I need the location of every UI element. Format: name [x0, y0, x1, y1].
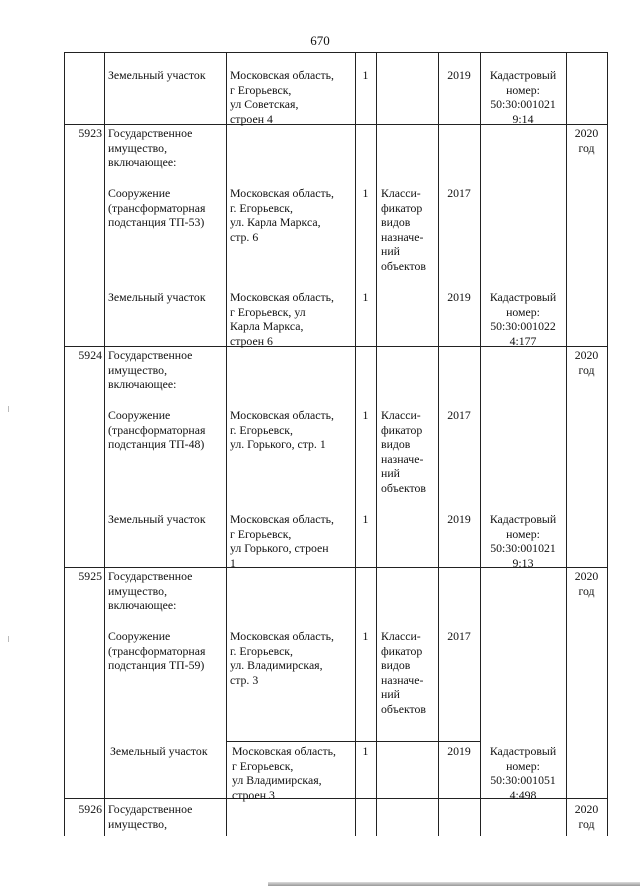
object-name: Земельный участок — [110, 744, 208, 758]
object-quantity: 1 — [362, 512, 369, 526]
table-right-border — [607, 52, 608, 836]
object-address: Московская область, г Егорьевск, ул Владимирская, строен 3 — [232, 744, 337, 802]
object-year: 2017 — [447, 186, 471, 200]
object-quantity: 1 — [362, 408, 369, 422]
object-year: 2017 — [447, 408, 471, 422]
group-title: Государственное имущество, включающее: — [108, 126, 193, 170]
year-note: 2020 год — [574, 348, 599, 377]
object-address: Московская область, г. Егорьевск, ул. Горького, стр. 1 — [230, 408, 335, 452]
column-divider — [376, 52, 377, 836]
object-name: Сооружение (трансформаторная подстанция ТП-59) — [108, 629, 206, 673]
object-name: Земельный участок — [108, 512, 206, 526]
cadastral-number: Кадастровый номер: 50:30:001021 9:13 — [489, 512, 557, 570]
object-quantity: 1 — [362, 744, 369, 758]
column-divider — [438, 52, 439, 836]
row-number: 5925 — [78, 569, 102, 583]
classifier: Класси- фикатор видов назначе- ний объектов — [381, 186, 426, 273]
property-table — [64, 52, 608, 836]
scan-speck — [8, 636, 9, 642]
group-title: Государственное имущество, — [108, 802, 193, 831]
year-note: 2020 год — [574, 802, 599, 831]
column-divider — [480, 52, 481, 836]
object-address: Московская область, г. Егорьевск, ул. Карла Маркса, стр. 6 — [230, 186, 335, 244]
object-year: 2019 — [447, 290, 471, 304]
year-note: 2020 год — [574, 126, 599, 155]
object-address: Московская область, г Егорьевск, ул Горького, строен 1 — [230, 512, 335, 570]
object-year: 2019 — [447, 744, 471, 758]
object-name: Земельный участок — [108, 290, 206, 304]
object-name: Сооружение (трансформаторная подстанция ТП-53) — [108, 186, 206, 230]
group-title: Государственное имущество, включающее: — [108, 348, 193, 392]
cadastral-number: Кадастровый номер: 50:30:001021 9:14 — [489, 68, 557, 126]
object-quantity: 1 — [362, 68, 369, 82]
column-divider — [104, 52, 105, 836]
object-year: 2019 — [447, 512, 471, 526]
object-quantity: 1 — [362, 186, 369, 200]
table-top-border — [64, 52, 608, 53]
object-quantity: 1 — [362, 290, 369, 304]
classifier: Класси- фикатор видов назначе- ний объектов — [381, 629, 426, 716]
group-title: Государственное имущество, включающее: — [108, 569, 193, 613]
page-number: 670 — [310, 33, 330, 48]
scan-speck — [8, 406, 9, 412]
cadastral-number: Кадастровый номер: 50:30:001051 4:498 — [489, 744, 557, 802]
object-name: Сооружение (трансформаторная подстанция ТП-48) — [108, 408, 206, 452]
object-quantity: 1 — [362, 629, 369, 643]
column-divider — [355, 52, 356, 836]
object-address: Московская область, г Егорьевск, ул Советская, строен 4 — [230, 68, 335, 126]
row-number: 5926 — [78, 802, 102, 816]
object-name: Земельный участок — [108, 68, 206, 82]
row-number: 5923 — [78, 126, 102, 140]
classifier: Класси- фикатор видов назначе- ний объектов — [381, 408, 426, 495]
object-address: Московская область, г Егорьевск, ул Карла Маркса, строен 6 — [230, 290, 335, 348]
column-divider — [566, 52, 567, 836]
table-left-border — [64, 52, 65, 836]
column-divider — [226, 52, 227, 836]
object-year: 2017 — [447, 629, 471, 643]
object-year: 2019 — [447, 68, 471, 82]
row-number: 5924 — [78, 348, 102, 362]
subrow-divider — [226, 741, 480, 742]
scan-bottom-edge — [268, 882, 640, 886]
cadastral-number: Кадастровый номер: 50:30:001022 4:177 — [489, 290, 557, 348]
year-note: 2020 год — [574, 569, 599, 598]
object-address: Московская область, г. Егорьевск, ул. Владимирская, стр. 3 — [230, 629, 335, 687]
